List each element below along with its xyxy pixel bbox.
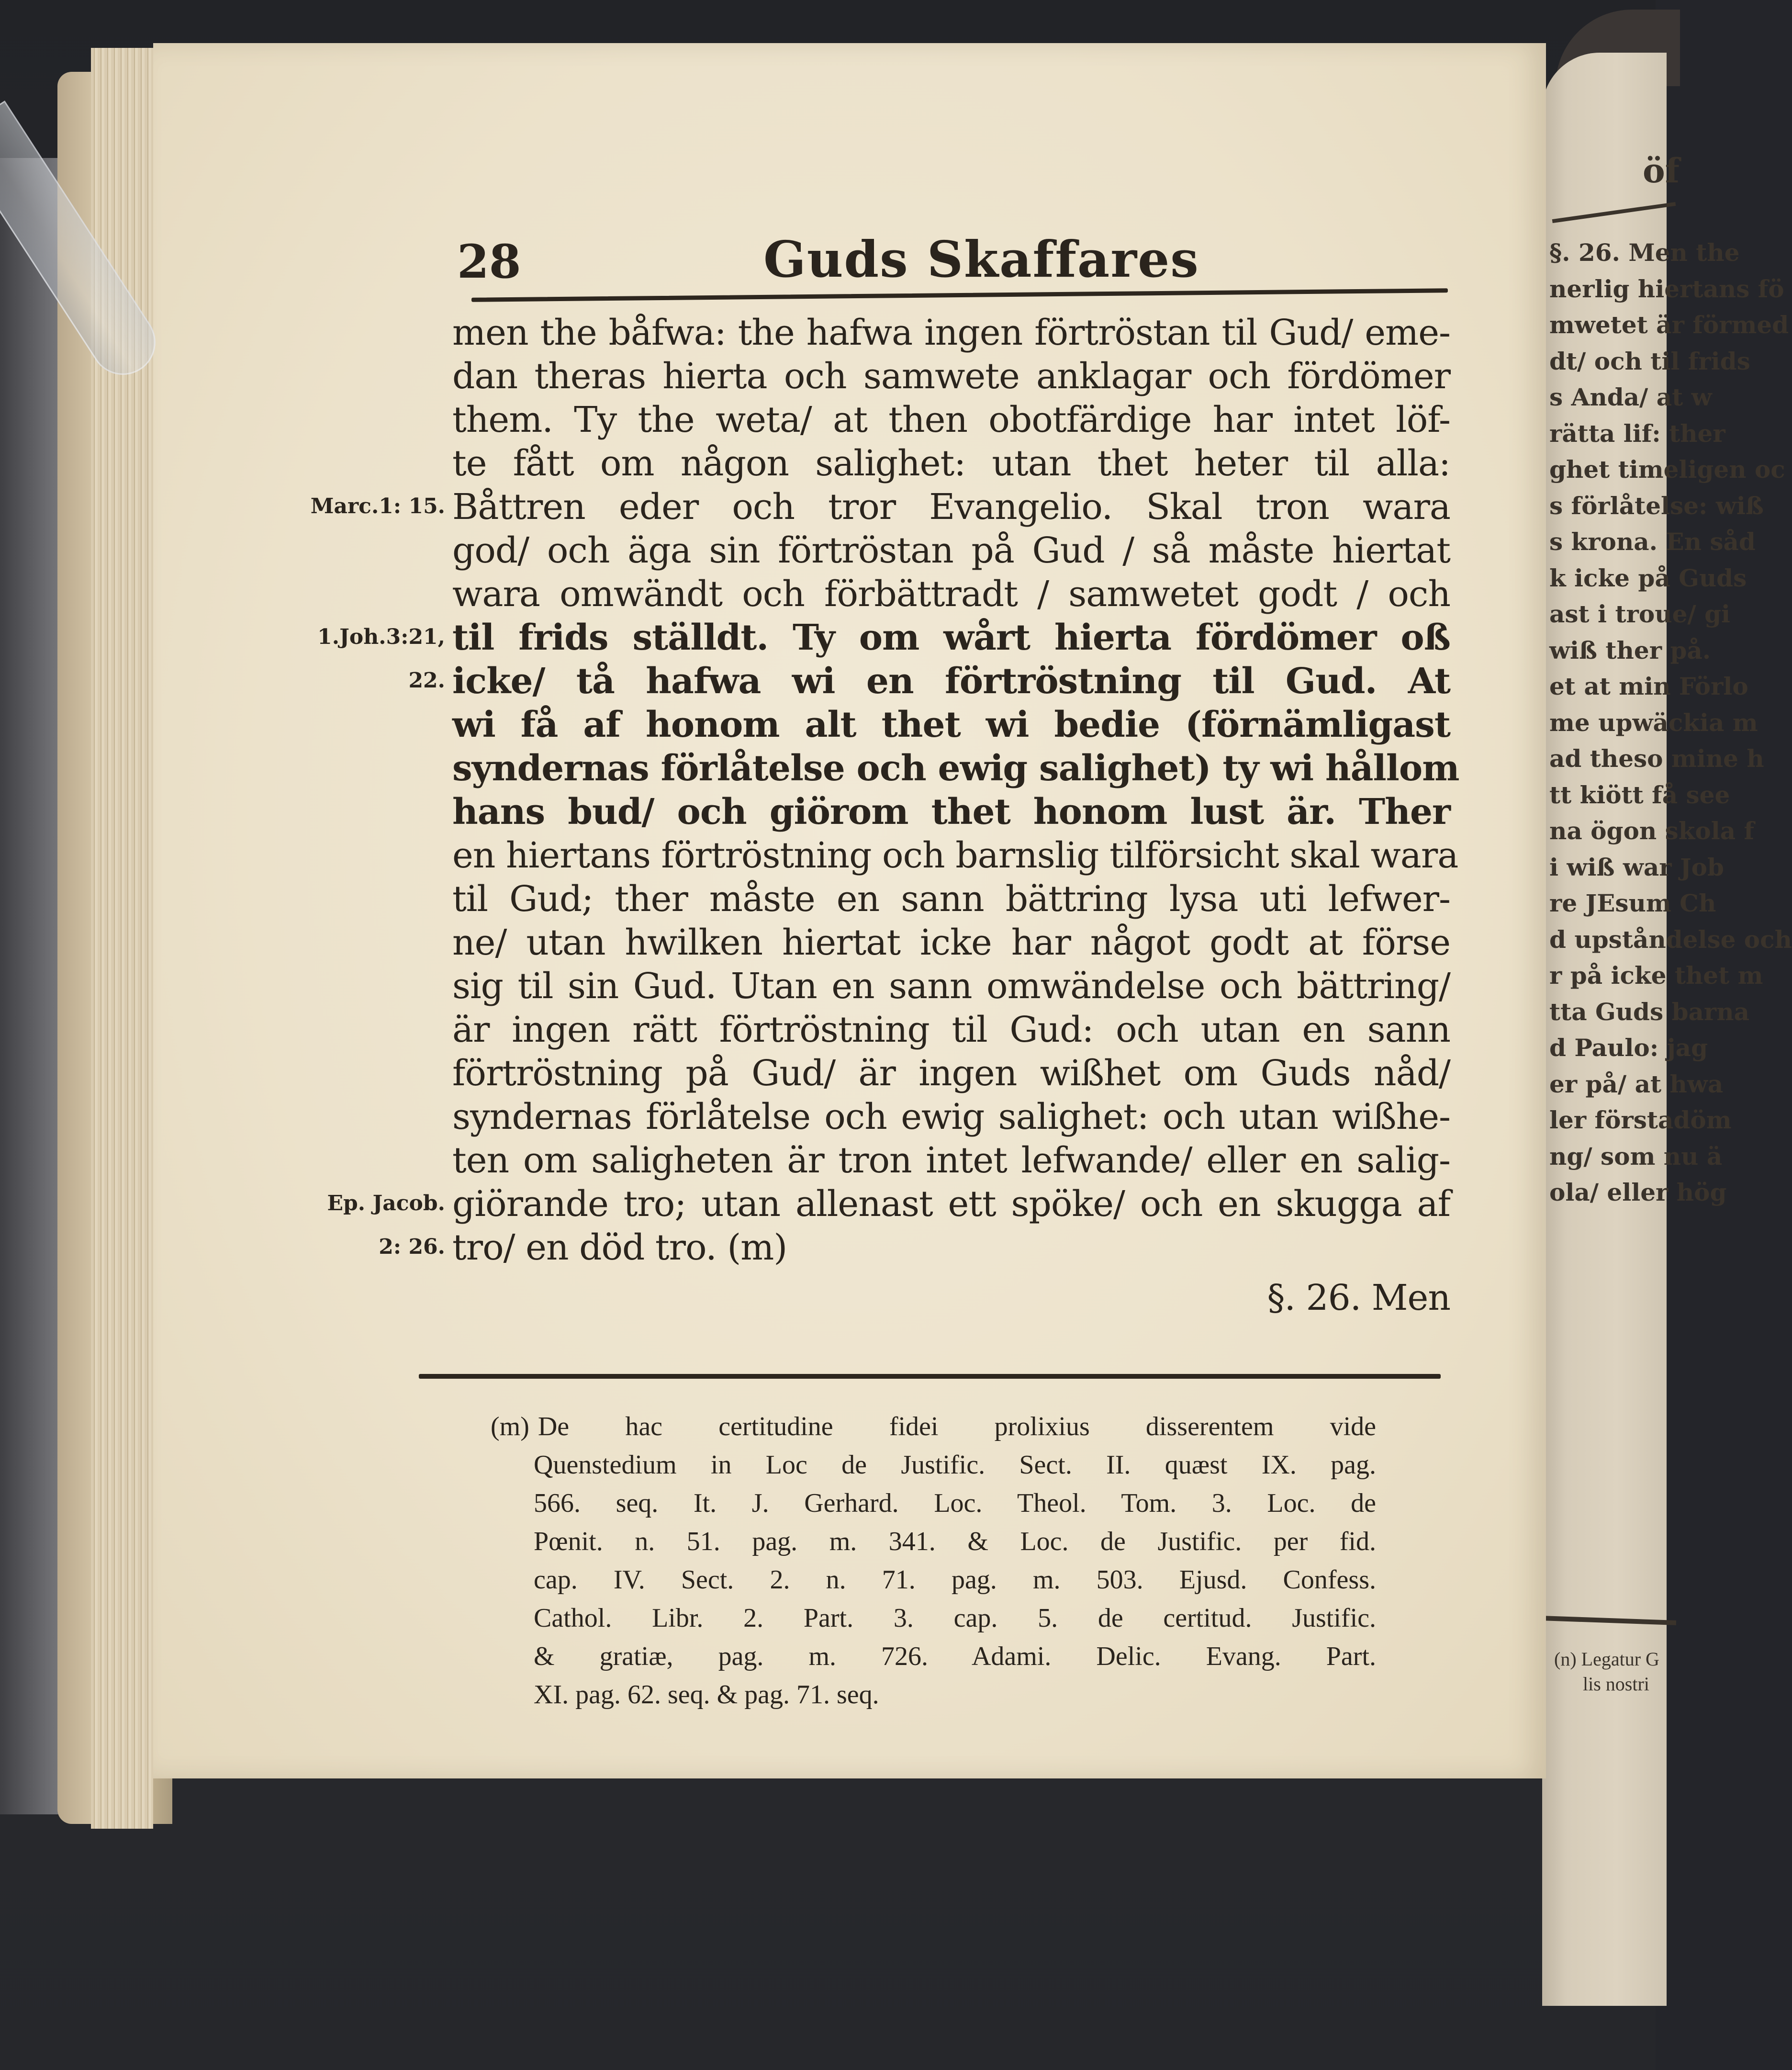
catchword: §. 26. Men (1267, 1277, 1450, 1318)
footnote-text: XI. pag. 62. seq. & pag. 71. seq. (534, 1680, 879, 1710)
right-header-rule (1552, 202, 1676, 223)
footnote-text: Pœnit. n. 51. pag. m. 341. & Loc. de Justific. per fid. (534, 1527, 1376, 1556)
right-page-line: k icke på Guds (1549, 563, 1747, 592)
right-page-line: i wiß war Job (1549, 853, 1724, 881)
body-line: dan theras hierta och samwete anklagar och fördömer (452, 356, 1450, 397)
margin-note: 2: 26. (379, 1235, 445, 1259)
footnote-text: & gratiæ, pag. m. 726. Adami. Delic. Evang. Part. (534, 1642, 1376, 1671)
footnote-text: Quenstedium in Loc de Justific. Sect. II. quæst IX. pag. (534, 1450, 1376, 1480)
right-page-line: rätta lif: ther (1549, 419, 1725, 448)
margin-note: Ep. Jacob. (327, 1191, 445, 1215)
body-line: Båttren eder och tror Evangelio. Skal tron wara (452, 486, 1450, 528)
body-line: god/ och äga sin förtröstan på Gud / så måste hiertat (452, 530, 1450, 571)
right-footnotes (1554, 1647, 1707, 1697)
footnote-marker: (m) (491, 1412, 529, 1441)
footnote-text: cap. IV. Sect. 2. n. 71. pag. m. 503. Ejusd. Confess. (534, 1565, 1376, 1595)
right-page-fragment (1542, 53, 1792, 2006)
body-line: wara omwändt och förbättradt / samwetet godt / och (452, 574, 1450, 615)
body-line: ne/ utan hwilken hiertat icke har något godt at förse (452, 922, 1450, 963)
right-footnote-rule (1542, 1616, 1676, 1625)
body-line: te fått om någon salighet: utan thet heter til alla: (452, 443, 1450, 484)
footnote-line (491, 1637, 1376, 1676)
footnote-line (491, 1599, 1376, 1637)
body-line: är ingen rätt förtröstning til Gud: och utan en sann (452, 1009, 1450, 1050)
footnote-text: De hac certitudine fidei prolixius disserentem vide (538, 1412, 1376, 1441)
footnote-line (491, 1407, 1376, 1446)
margin-note: 22. (408, 668, 445, 693)
right-page-line: d upståndelse och (1549, 925, 1792, 954)
right-page-line: wiß ther på. (1549, 636, 1711, 664)
right-page-line: ast i troue/ gi (1549, 600, 1731, 628)
right-page-line: §. 26. Men the (1549, 238, 1740, 267)
footnote-line (491, 1561, 1376, 1599)
body-line: icke/ tå hafwa wi en förtröstning til Gud. At (452, 661, 1450, 702)
body-line: til Gud; ther måste en sann bättring lysa uti lefwer- (452, 878, 1450, 920)
running-title: Guds Skaffares (763, 230, 1199, 289)
footnote-text: 566. seq. It. J. Gerhard. Loc. Theol. Tom. 3. Loc. de (534, 1488, 1376, 1518)
right-footnote-line: (n) Legatur G (1554, 1648, 1659, 1670)
body-line: tro/ en död tro. (m) (452, 1227, 787, 1268)
right-page-line: nerlig hiertans fö (1549, 274, 1784, 303)
right-page-line: tta Guds barna (1549, 997, 1750, 1026)
footnote-line (491, 1446, 1376, 1484)
page-number: 28 (457, 235, 521, 289)
right-page-line: d Paulo: jag (1549, 1034, 1708, 1062)
body-line: syndernas förlåtelse och ewig salighet: och utan wißhe- (452, 1096, 1450, 1137)
body-line: them. Ty the weta/ at then obotfärdige har intet löf- (452, 399, 1450, 440)
body-text (452, 311, 1459, 1320)
body-line: hans bud/ och giörom thet honom lust är. Ther (452, 791, 1450, 832)
body-line: ten om saligheten är tron intet lefwande/ eller en salig- (452, 1140, 1450, 1181)
body-line: men the båfwa: the hafwa ingen förtröstan til Gud/ eme- (452, 312, 1450, 353)
body-line: wi få af honom alt thet wi bedie (förnämligast (452, 704, 1450, 745)
footnote-line (491, 1676, 1376, 1714)
footnote-line (491, 1522, 1376, 1561)
body-line: giörande tro; utan allenast ett spöke/ och en skugga af (452, 1183, 1450, 1225)
right-page-text (1549, 235, 1792, 1211)
body-line: en hiertans förtröstning och barnslig tilförsicht skal wara (452, 835, 1458, 876)
footnote-text: Cathol. Libr. 2. Part. 3. cap. 5. de certitud. Justific. (534, 1603, 1376, 1633)
right-page-line: ola/ eller hög (1549, 1178, 1727, 1206)
right-page-line: er på/ at hwa (1549, 1069, 1724, 1098)
body-line: syndernas förlåtelse och ewig salighet) ty wi hållom (452, 748, 1459, 789)
right-page-line: s krona. En såd (1549, 528, 1756, 556)
right-page-line: re JEsum Ch (1549, 889, 1716, 917)
footnote-line (491, 1484, 1376, 1522)
body-line: til frids ställdt. Ty om wårt hierta fördömer oß (452, 617, 1450, 658)
margin-note: Marc.1: 15. (310, 494, 445, 518)
right-running-title: öf (1643, 151, 1680, 191)
footnotes (491, 1407, 1376, 1714)
right-page-line: na ögon skola f (1549, 817, 1755, 845)
right-footnote-line: lis nostri (1583, 1673, 1649, 1695)
right-page-line: mwetet är förmed (1549, 311, 1789, 339)
right-page-line: dt/ och til frids (1549, 347, 1750, 375)
right-page-line: ad theso mine h (1549, 744, 1764, 773)
right-page-line: et at min Förlo (1549, 672, 1748, 700)
right-page-line: me upwäckia m (1549, 708, 1758, 737)
right-page-line: s Anda/ at w (1549, 383, 1712, 411)
body-line: förtröstning på Gud/ är ingen wißhet om Guds nåd/ (452, 1053, 1450, 1094)
right-page-line: s förlåtelse: wiß (1549, 491, 1764, 520)
footnote-rule (419, 1374, 1441, 1379)
right-page-line: ghet timeligen oc (1549, 455, 1785, 484)
right-page-line: ler förstadöm (1549, 1106, 1732, 1134)
body-line: sig til sin Gud. Utan en sann omwändelse och bättring/ (452, 966, 1450, 1007)
margin-note: 1.Joh.3:21, (317, 625, 445, 649)
right-page-line: ng/ som nu ä (1549, 1142, 1723, 1170)
right-page-line: r på icke thet m (1549, 961, 1763, 990)
right-page-line: tt kiött få see (1549, 780, 1730, 809)
